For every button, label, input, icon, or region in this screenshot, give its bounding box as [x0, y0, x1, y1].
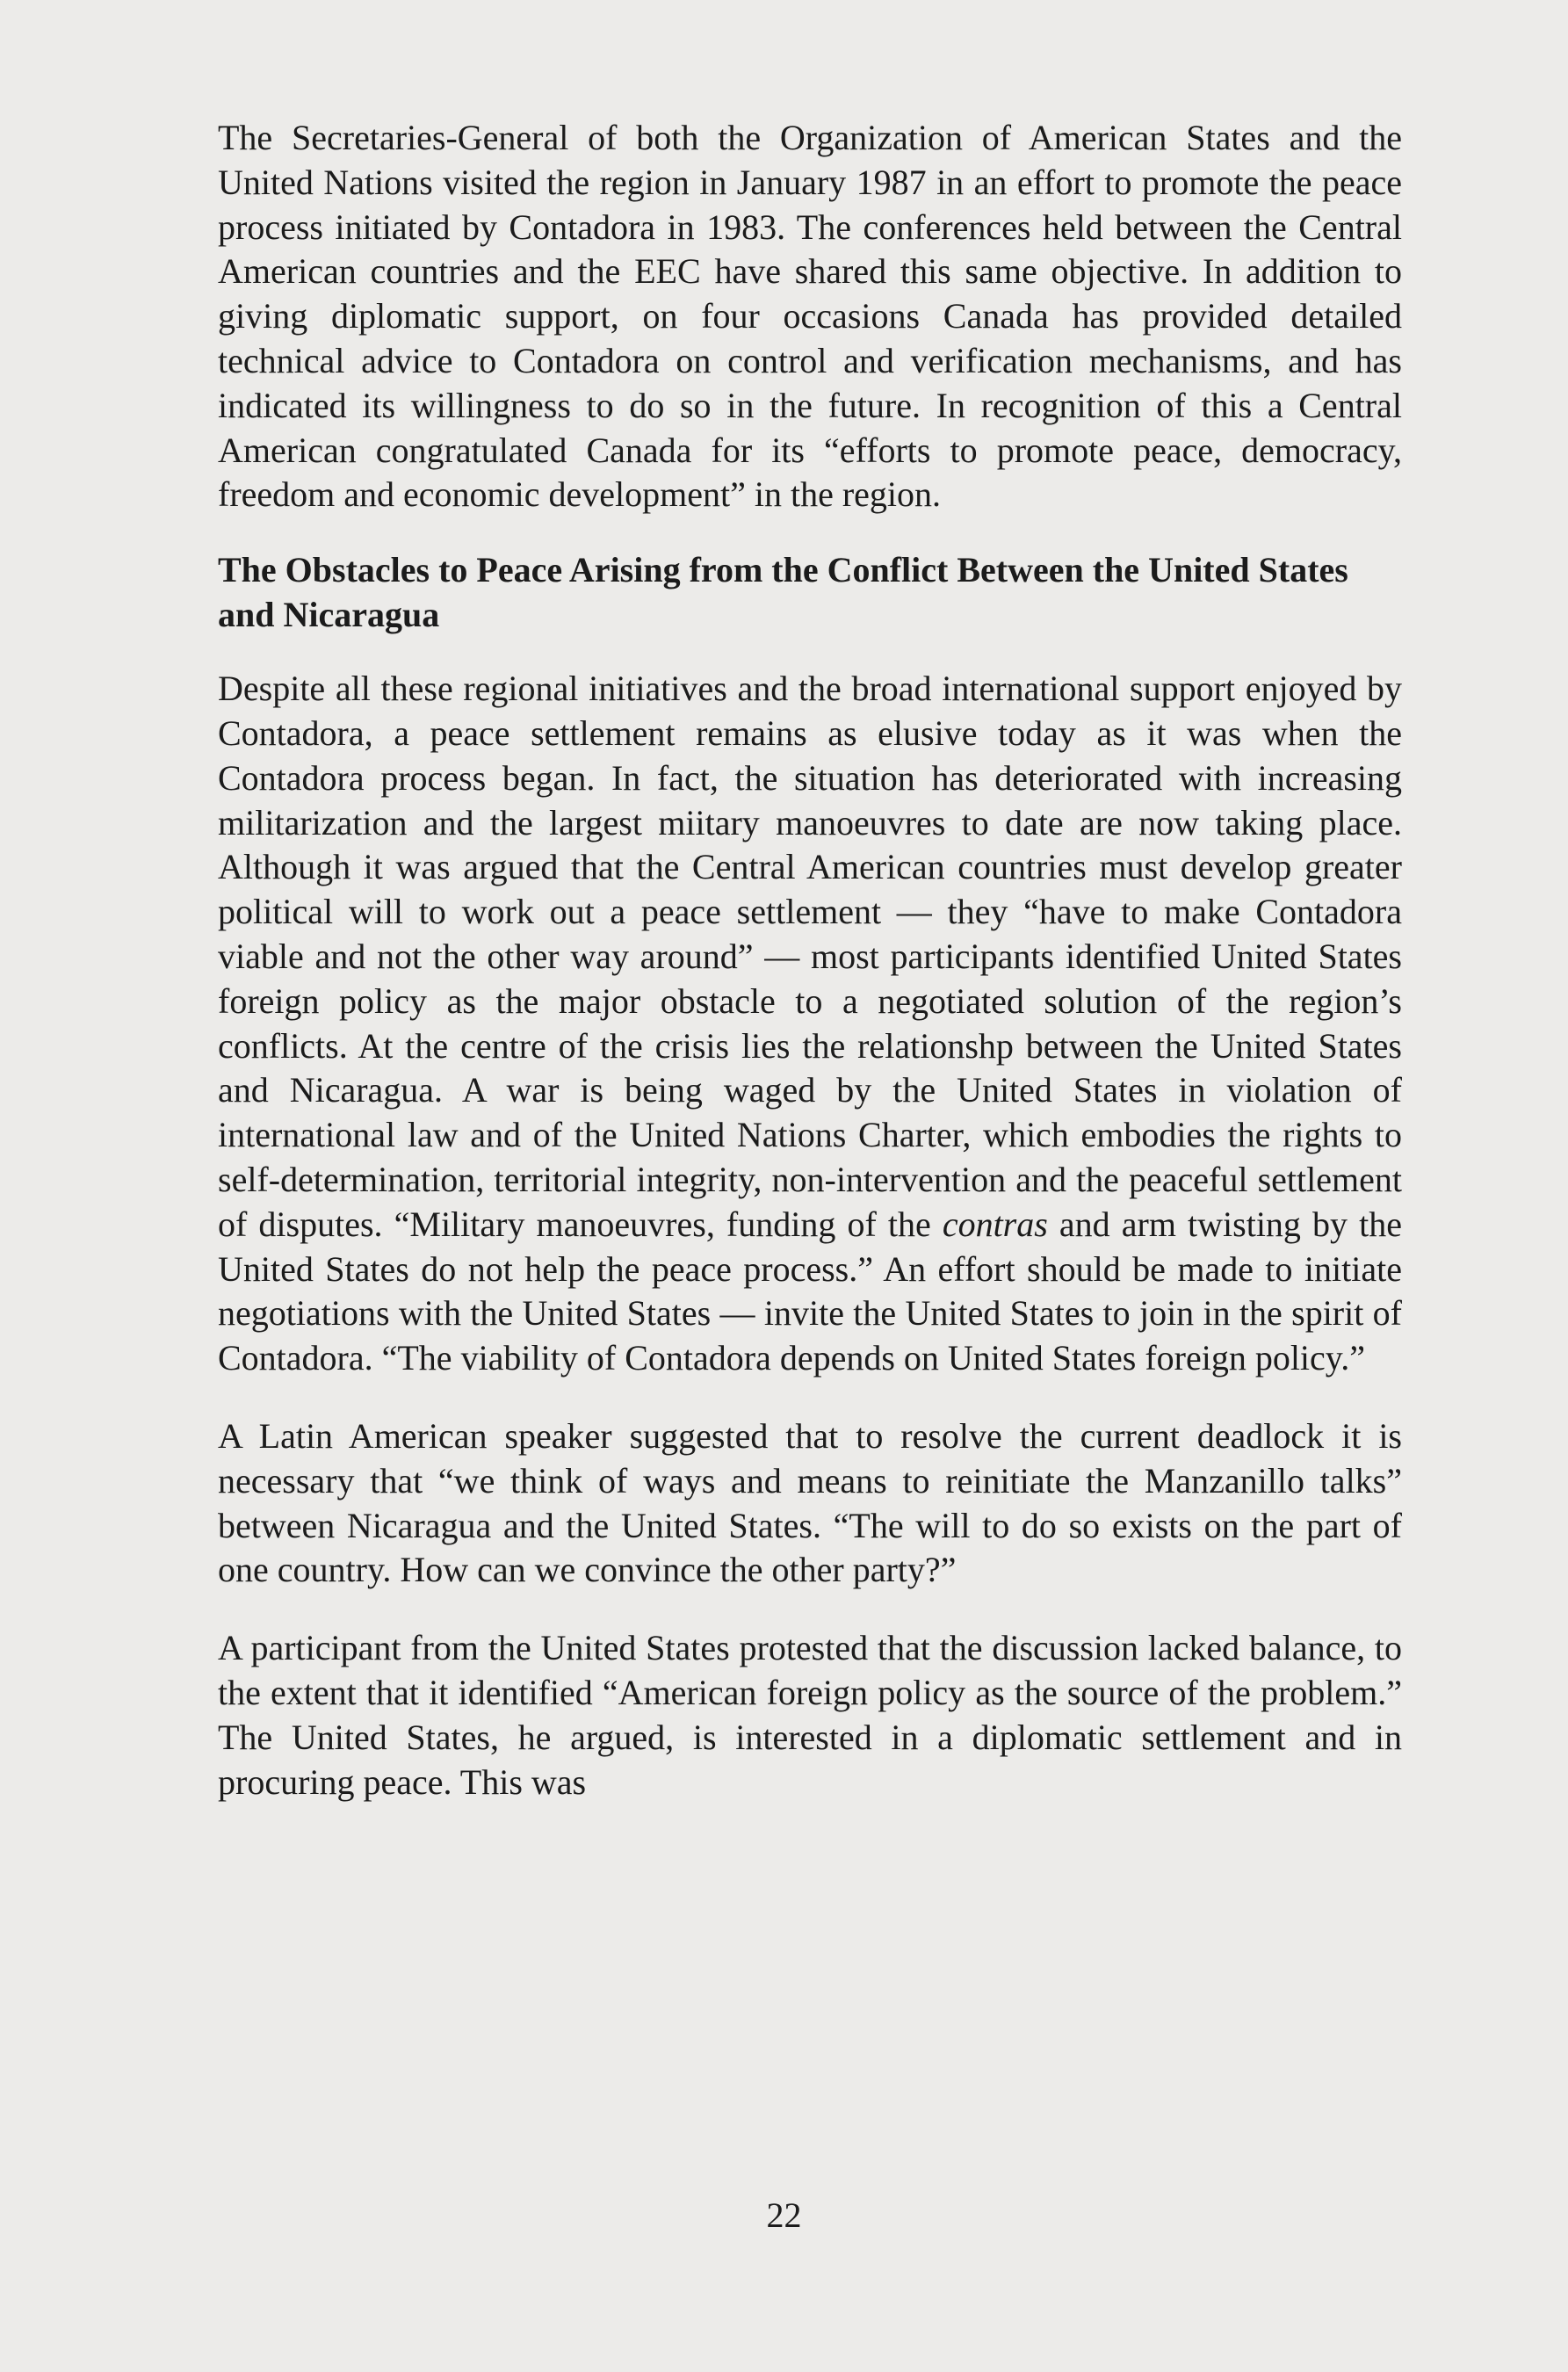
paragraph: [218, 667, 1402, 1381]
body-text: [218, 116, 1402, 1804]
section-heading: The Obstacles to Peace Arising from the Conflict Between the United States and Nicaragua: [218, 550, 1348, 635]
page-number: 22: [766, 2195, 802, 2235]
paragraph: A Latin American speaker suggested that to resolve the current deadlock it is necessary that “we think of ways and means to reinitiate the Manzanillo talks” between Nicaragua and the United States. “The will to do so exists on the part of one country. How can we convince the other party?”: [218, 1415, 1402, 1590]
paragraph: The Secretaries-General of both the Organization of American States and the United Nations visited the region in January 1987 in an effort to promote the peace process initiated by Contadora in 1983. The conferences held between the Central American countries and the EEC have shared this same objective. In addition to giving diplomatic support, on four occasions Canada has provided detailed technical advice to Contadora on control and verification mechanisms, and has indicated its willingness to do so in the future. In recognition of this a Central American congratulated Canada for its “efforts to promote peace, democracy, freedom and economic development” in the region.: [218, 118, 1402, 515]
paragraph: A participant from the United States protested that the discussion lacked balance, to the extent that it identified “American foreign policy as the source of the problem.” The United States, he argued, is interested in a diplomatic settlement and in procuring peace. This was: [218, 1628, 1402, 1802]
paragraph-text: Despite all these regional initiatives and the broad international support enjoyed by Contadora, a peace settlement remains as elusive today as it was when the Contadora process began. In fact, the situation has deteriorated with increasing militarization and the largest miitary manoeuvres to date are now taking place. Although it was argued that the Central American countries must develop greater political will to work out a peace settlement — they “have to make Contadora viable and not the other way around” — most participants identified United States foreign policy as the major obstacle to a negotiated solution of the region’s conflicts. At the centre of the crisis lies the relationshp between the United States and Nicaragua. A war is being waged by the United States in violation of international law and of the United Nations Charter, which embodies the rights to self-determination, territorial integrity, non-intervention and the peaceful settlement of disputes. “Military manoeuvres, funding of the: [218, 669, 1402, 1244]
italic-term: contras: [942, 1204, 1048, 1244]
paragraph-text: and arm twisting by the United States do not help the peace process.” An effort should be made to initiate negotiations with the United States — invite the United States to join in the spirit of Contadora. “The viability of Contadora depends on United States foreign policy.”: [218, 1204, 1402, 1378]
